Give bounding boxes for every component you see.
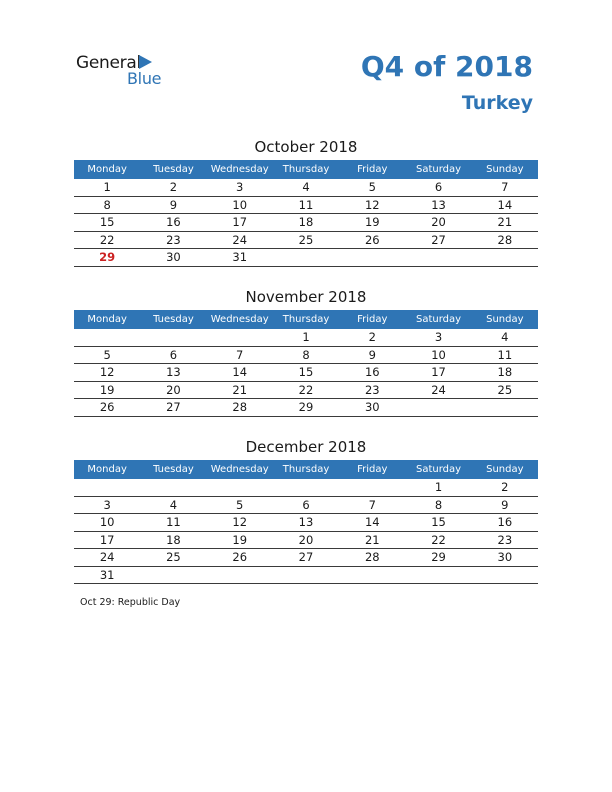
- calendar-grid: [74, 310, 538, 417]
- day-cell: 4: [472, 329, 538, 346]
- weekday-header: Monday: [74, 460, 140, 479]
- holiday-note: Oct 29: Republic Day: [80, 597, 181, 608]
- day-cell: 27: [273, 549, 339, 567]
- week-row: [74, 399, 538, 417]
- day-cell: 5: [339, 179, 405, 196]
- day-cell: 15: [74, 214, 140, 232]
- day-cell: 12: [339, 196, 405, 214]
- week-row: [74, 566, 538, 584]
- day-cell: [207, 566, 273, 584]
- day-cell: [405, 399, 471, 417]
- week-row: [74, 381, 538, 399]
- day-cell: [405, 249, 471, 267]
- day-cell: 18: [472, 364, 538, 382]
- logo-word-general: General: [76, 53, 141, 73]
- day-cell: 17: [405, 364, 471, 382]
- day-cell: 5: [207, 496, 273, 514]
- day-cell: 20: [273, 531, 339, 549]
- day-cell: 17: [207, 214, 273, 232]
- day-cell: 19: [339, 214, 405, 232]
- day-cell: 2: [472, 479, 538, 496]
- week-row: [74, 479, 538, 496]
- day-cell: 9: [140, 196, 206, 214]
- day-cell: [140, 329, 206, 346]
- day-cell: 16: [472, 514, 538, 532]
- day-cell: 2: [339, 329, 405, 346]
- logo-word-blue: Blue: [127, 69, 162, 88]
- week-row: [74, 179, 538, 196]
- day-cell: [339, 566, 405, 584]
- day-cell: 3: [207, 179, 273, 196]
- day-cell: 6: [405, 179, 471, 196]
- weekday-header: Monday: [74, 160, 140, 179]
- day-cell: 9: [472, 496, 538, 514]
- day-cell: 13: [140, 364, 206, 382]
- day-cell: 5: [74, 346, 140, 364]
- day-cell: 8: [74, 196, 140, 214]
- weekday-header: Sunday: [472, 160, 538, 179]
- day-cell: 28: [472, 231, 538, 249]
- day-cell: 1: [273, 329, 339, 346]
- day-cell: 18: [140, 531, 206, 549]
- month-title: December 2018: [245, 438, 367, 456]
- page-title: Q4 of 2018: [360, 50, 533, 83]
- day-cell: 28: [207, 399, 273, 417]
- logo: [76, 52, 186, 88]
- day-cell: 11: [273, 196, 339, 214]
- day-cell: 9: [339, 346, 405, 364]
- week-row: [74, 531, 538, 549]
- day-cell: 31: [207, 249, 273, 267]
- weekday-header-row: [74, 310, 538, 329]
- week-row: [74, 496, 538, 514]
- month-title: November 2018: [245, 288, 367, 306]
- week-row: [74, 329, 538, 346]
- day-cell: 13: [273, 514, 339, 532]
- day-cell: [74, 329, 140, 346]
- day-cell: [273, 249, 339, 267]
- day-cell: 2: [140, 179, 206, 196]
- day-cell: 14: [472, 196, 538, 214]
- weekday-header: Wednesday: [207, 160, 273, 179]
- day-cell: 3: [405, 329, 471, 346]
- day-cell: [273, 479, 339, 496]
- day-cell: 17: [74, 531, 140, 549]
- day-cell: 1: [74, 179, 140, 196]
- day-cell: 7: [472, 179, 538, 196]
- logo-flag-icon: [139, 55, 152, 69]
- day-cell: 18: [273, 214, 339, 232]
- day-cell: 6: [140, 346, 206, 364]
- day-cell: [140, 479, 206, 496]
- day-cell: [207, 479, 273, 496]
- day-cell: 25: [140, 549, 206, 567]
- day-cell: [472, 249, 538, 267]
- weekday-header: Tuesday: [140, 460, 206, 479]
- day-cell: 16: [140, 214, 206, 232]
- day-cell: 29: [405, 549, 471, 567]
- weekday-header: Tuesday: [140, 310, 206, 329]
- weekday-header: Saturday: [405, 160, 471, 179]
- country-name: Turkey: [461, 92, 533, 114]
- day-cell: 23: [140, 231, 206, 249]
- day-cell: 21: [472, 214, 538, 232]
- week-row: [74, 214, 538, 232]
- weekday-header: Wednesday: [207, 310, 273, 329]
- weekday-header: Monday: [74, 310, 140, 329]
- day-cell: 4: [273, 179, 339, 196]
- week-row: [74, 364, 538, 382]
- week-row: [74, 514, 538, 532]
- day-cell: [207, 329, 273, 346]
- day-cell: 27: [140, 399, 206, 417]
- day-cell: 15: [273, 364, 339, 382]
- day-cell: 20: [405, 214, 471, 232]
- weekday-header: Friday: [339, 160, 405, 179]
- calendar-grid: [74, 160, 538, 267]
- day-cell: 22: [74, 231, 140, 249]
- day-cell: 3: [74, 496, 140, 514]
- day-cell: 16: [339, 364, 405, 382]
- weekday-header: Thursday: [273, 160, 339, 179]
- month-title: October 2018: [254, 138, 358, 156]
- week-row: [74, 196, 538, 214]
- weekday-header: Sunday: [472, 310, 538, 329]
- weekday-header: Wednesday: [207, 460, 273, 479]
- day-cell: 14: [207, 364, 273, 382]
- weekday-header: Friday: [339, 460, 405, 479]
- day-cell: 20: [140, 381, 206, 399]
- day-cell: [273, 566, 339, 584]
- weekday-header: Friday: [339, 310, 405, 329]
- day-cell: 23: [339, 381, 405, 399]
- day-cell: [472, 399, 538, 417]
- day-cell: 31: [74, 566, 140, 584]
- weekday-header-row: [74, 460, 538, 479]
- day-cell: 8: [273, 346, 339, 364]
- day-cell: [74, 479, 140, 496]
- day-cell: 14: [339, 514, 405, 532]
- day-cell: [140, 566, 206, 584]
- day-cell: 4: [140, 496, 206, 514]
- week-row: [74, 346, 538, 364]
- weekday-header: Saturday: [405, 460, 471, 479]
- weekday-header: Saturday: [405, 310, 471, 329]
- day-cell: 19: [74, 381, 140, 399]
- day-cell: 12: [74, 364, 140, 382]
- day-cell: 24: [74, 549, 140, 567]
- day-cell: 22: [405, 531, 471, 549]
- weekday-header: Sunday: [472, 460, 538, 479]
- weekday-header: Tuesday: [140, 160, 206, 179]
- day-cell: 21: [339, 531, 405, 549]
- day-cell: [339, 479, 405, 496]
- day-cell: 30: [140, 249, 206, 267]
- weekday-header: Thursday: [273, 310, 339, 329]
- day-cell: 24: [207, 231, 273, 249]
- day-cell: 24: [405, 381, 471, 399]
- day-cell: 13: [405, 196, 471, 214]
- day-cell: 11: [140, 514, 206, 532]
- day-cell: 8: [405, 496, 471, 514]
- day-cell: 1: [405, 479, 471, 496]
- week-row: [74, 549, 538, 567]
- day-cell: 7: [339, 496, 405, 514]
- weekday-header: Thursday: [273, 460, 339, 479]
- day-cell: 22: [273, 381, 339, 399]
- day-cell: 26: [207, 549, 273, 567]
- day-cell: [472, 566, 538, 584]
- day-cell: 10: [74, 514, 140, 532]
- day-cell: 30: [472, 549, 538, 567]
- calendar-grid: [74, 460, 538, 584]
- day-cell: 29: [74, 249, 140, 267]
- weekday-header-row: [74, 160, 538, 179]
- day-cell: 26: [339, 231, 405, 249]
- day-cell: 19: [207, 531, 273, 549]
- week-row: [74, 249, 538, 267]
- day-cell: 27: [405, 231, 471, 249]
- day-cell: 12: [207, 514, 273, 532]
- day-cell: 7: [207, 346, 273, 364]
- day-cell: 29: [273, 399, 339, 417]
- day-cell: 26: [74, 399, 140, 417]
- day-cell: 15: [405, 514, 471, 532]
- week-row: [74, 231, 538, 249]
- day-cell: 25: [472, 381, 538, 399]
- day-cell: [339, 249, 405, 267]
- day-cell: 10: [405, 346, 471, 364]
- day-cell: 25: [273, 231, 339, 249]
- day-cell: 30: [339, 399, 405, 417]
- day-cell: 10: [207, 196, 273, 214]
- day-cell: 23: [472, 531, 538, 549]
- day-cell: [405, 566, 471, 584]
- day-cell: 28: [339, 549, 405, 567]
- day-cell: 21: [207, 381, 273, 399]
- day-cell: 6: [273, 496, 339, 514]
- day-cell: 11: [472, 346, 538, 364]
